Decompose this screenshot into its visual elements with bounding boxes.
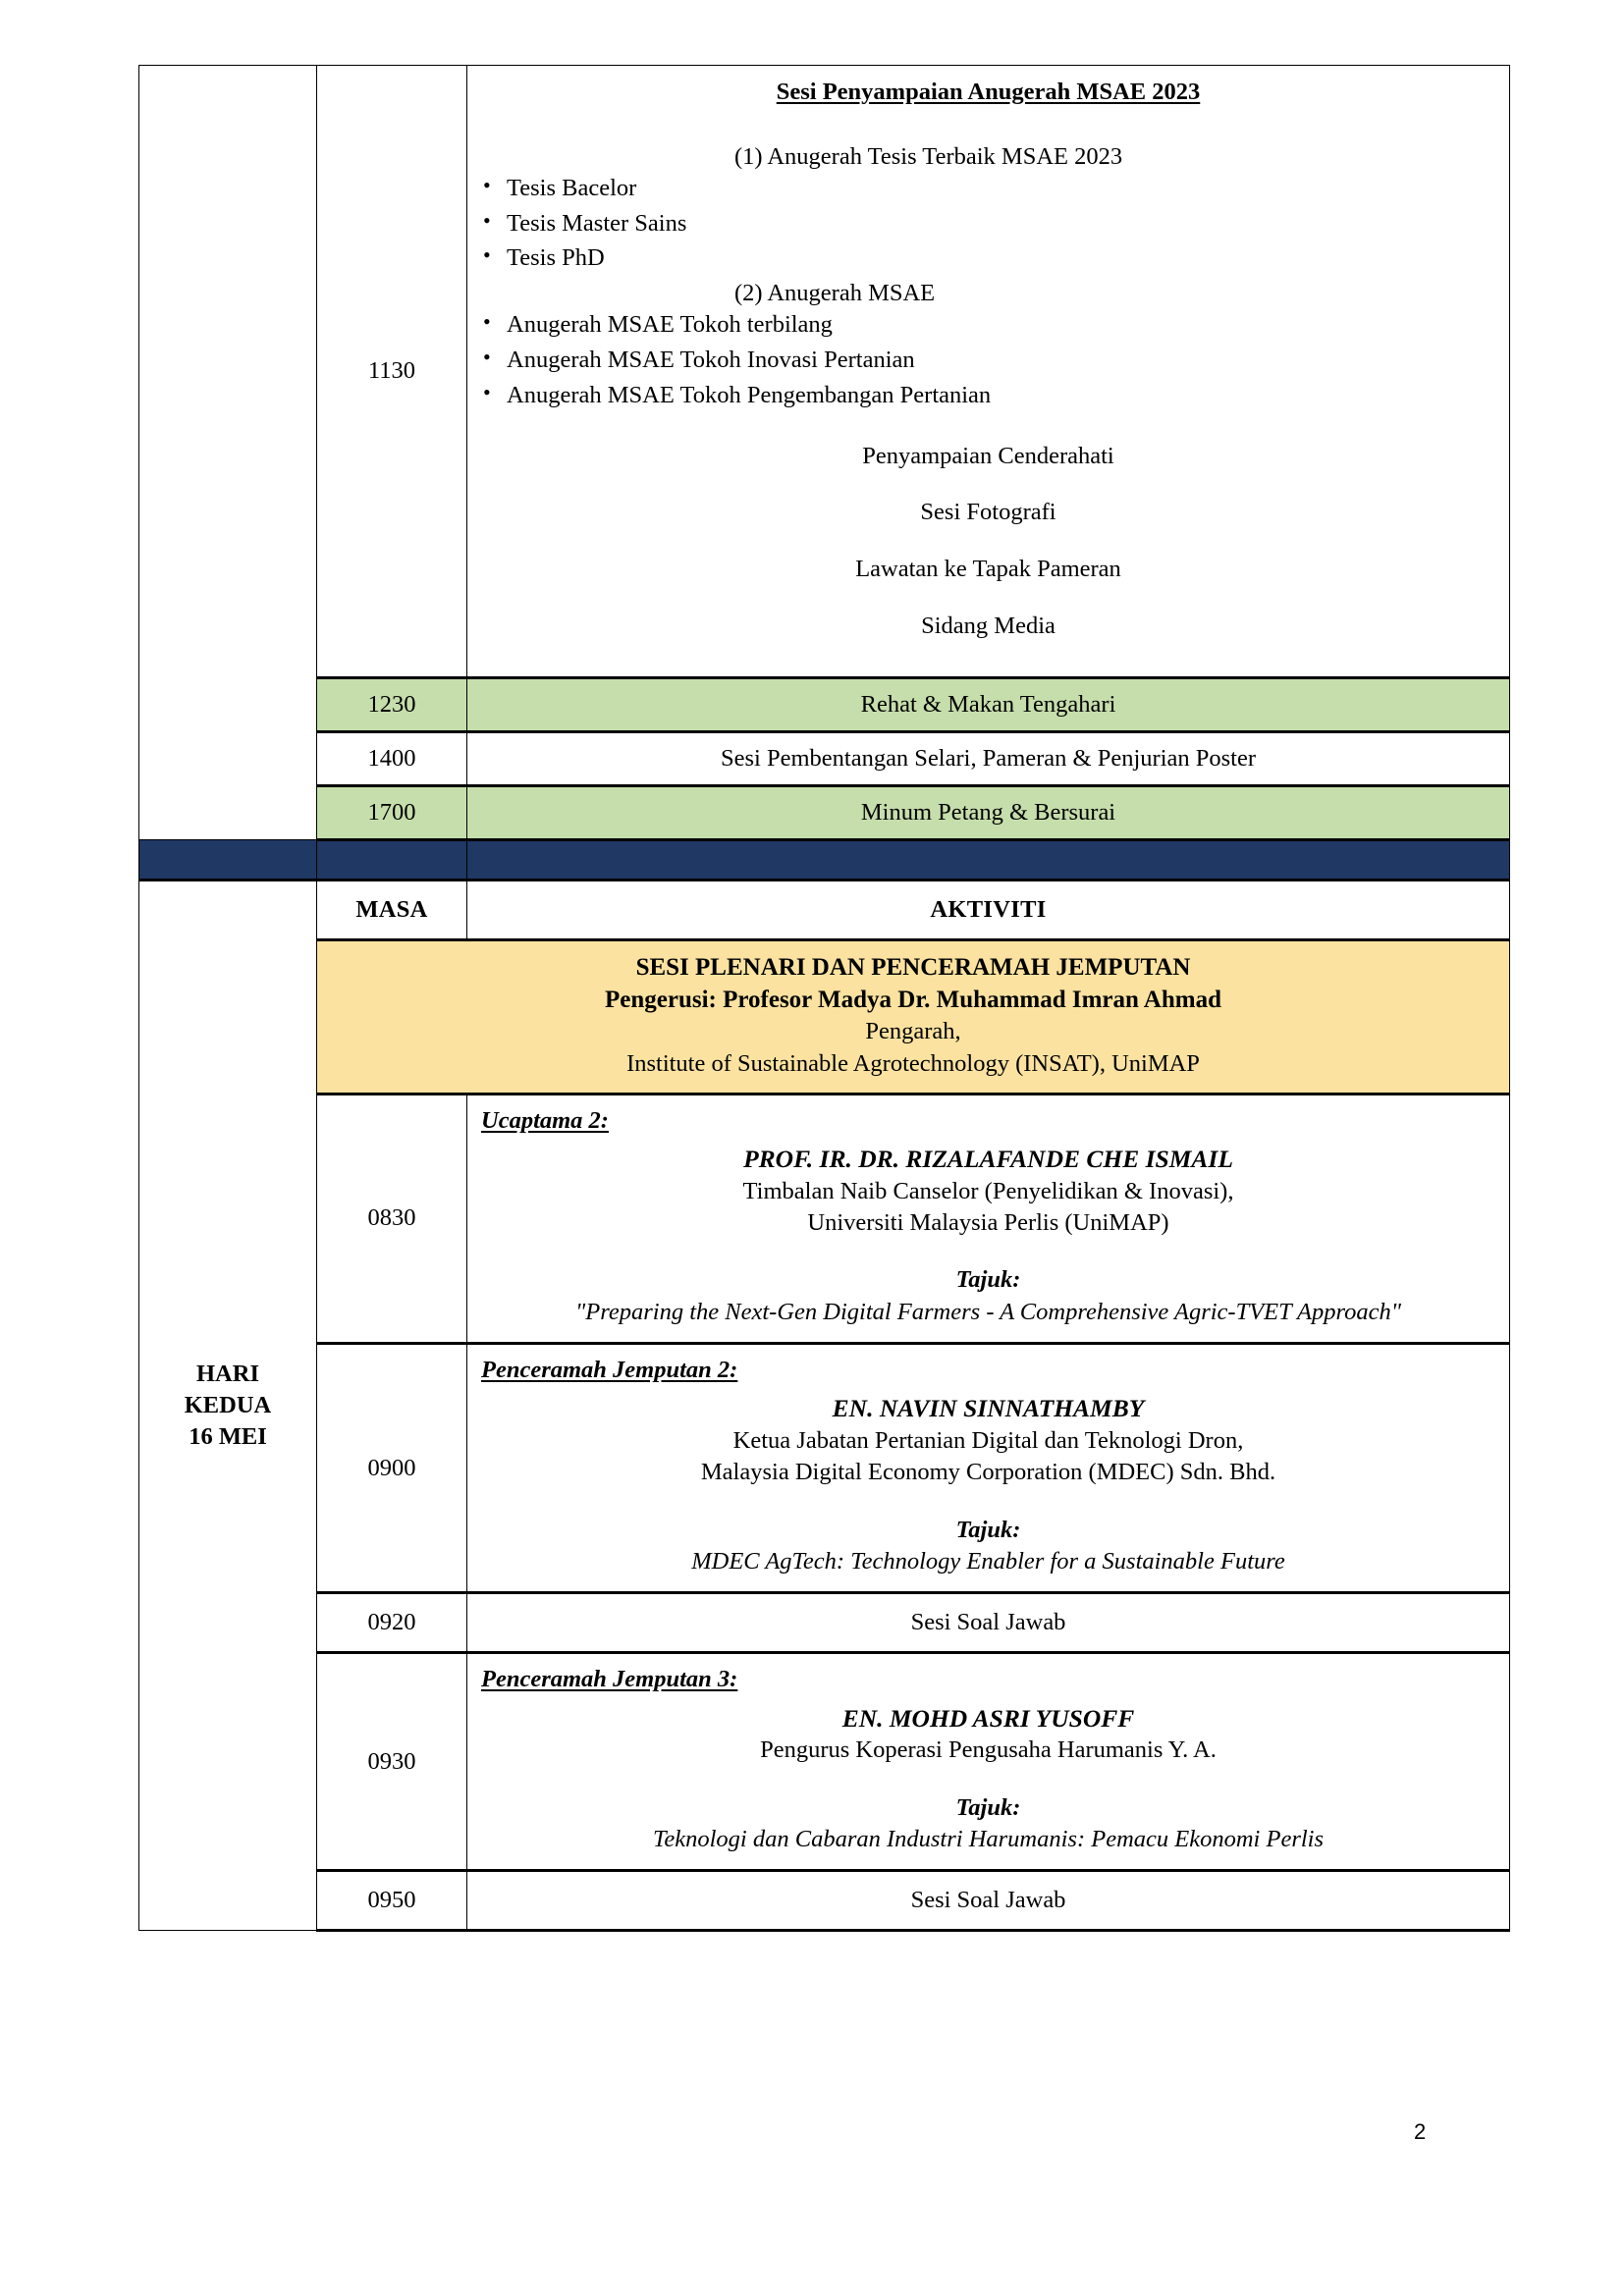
time-cell-0930: 0930: [317, 1653, 467, 1871]
plenary-line-1: SESI PLENARI DAN PENCERAMAH JEMPUTAN: [635, 953, 1191, 981]
table-row: [139, 66, 1510, 678]
speaker-name-0930: EN. MOHD ASRI YUSOFF: [841, 1703, 1135, 1733]
table-row: [139, 731, 1510, 785]
table-row: [139, 1653, 1510, 1871]
time-cell-1400: 1400: [317, 731, 467, 785]
separator-cell-mid: [317, 839, 467, 880]
tajuk-label-0830: Tajuk:: [955, 1266, 1021, 1294]
speaker-role-line1-0930: Pengurus Koperasi Pengusaha Harumanis Y. A.: [760, 1736, 1217, 1764]
closing-line-lawatan: Lawatan ke Tapak Pameran: [855, 556, 1121, 583]
activity-cell-0950: Sesi Soal Jawab: [467, 1871, 1510, 1931]
day-two-label-cell: [139, 880, 317, 1930]
time-cell-0950: 0950: [317, 1871, 467, 1931]
award-group-2-label: (2) Anugerah MSAE: [734, 280, 936, 307]
activity-cell-0920: Sesi Soal Jawab: [467, 1593, 1510, 1653]
speaker-name-0900: EN. NAVIN SINNATHAMBY: [832, 1394, 1145, 1423]
speaker-role-line2-0900: Malaysia Digital Economy Corporation (MDEC) Sdn. Bhd.: [700, 1459, 1276, 1486]
plenary-banner-cell: [317, 939, 1510, 1094]
tajuk-text-0930: Teknologi dan Cabaran Industri Harumanis: Pemacu Ekonomi Perlis: [652, 1825, 1325, 1852]
time-cell-0830: 0830: [317, 1094, 467, 1343]
award-group-2-list: [477, 309, 1499, 411]
activity-cell-0900: [467, 1343, 1510, 1592]
tajuk-label-0930: Tajuk:: [955, 1793, 1021, 1821]
table-row: [139, 1593, 1510, 1653]
tajuk-label-0900: Tajuk:: [955, 1516, 1021, 1543]
table-row: [139, 785, 1510, 839]
table-row: [139, 1094, 1510, 1343]
table-row: [139, 1343, 1510, 1592]
time-cell-0900: 0900: [317, 1343, 467, 1592]
list-item: • Tesis Bacelor: [477, 173, 1499, 204]
session-label-penceramah-3: Penceramah Jemputan 3:: [481, 1666, 738, 1693]
table-row: [139, 939, 1510, 1094]
award-session-heading: Sesi Penyampaian Anugerah MSAE 2023: [776, 79, 1201, 105]
speaker-name-0830: PROF. IR. DR. RIZALAFANDE CHE ISMAIL: [743, 1144, 1233, 1173]
column-header-masa: MASA: [317, 880, 467, 939]
activity-cell-0930: [467, 1653, 1510, 1871]
activity-cell-1400: Sesi Pembentangan Selari, Pameran & Penjurian Poster: [467, 731, 1510, 785]
separator-cell-left: [139, 839, 317, 880]
plenary-line-2: Pengerusi: Profesor Madya Dr. Muhammad Imran Ahmad: [604, 987, 1221, 1014]
speaker-role-line1-0830: Timbalan Naib Canselor (Penyelidikan & Inovasi),: [742, 1177, 1234, 1204]
time-cell-1230: 1230: [317, 677, 467, 731]
day-separator-row: [139, 839, 1510, 880]
day-label-line-2: KEDUA: [184, 1392, 272, 1419]
closing-line-sidang-media: Sidang Media: [921, 613, 1056, 640]
session-label-ucaptama-2: Ucaptama 2:: [481, 1106, 609, 1134]
time-cell-1130: 1130: [317, 66, 467, 678]
list-item: • Tesis PhD: [477, 242, 1499, 274]
list-item: • Anugerah MSAE Tokoh terbilang: [477, 309, 1499, 341]
award-group-1-label: (1) Anugerah Tesis Terbaik MSAE 2023: [734, 142, 1123, 170]
closing-line-cenderahati: Penyampaian Cenderahati: [862, 442, 1114, 469]
list-item: • Anugerah MSAE Tokoh Pengembangan Pertanian: [477, 380, 1499, 411]
table-row: [139, 677, 1510, 731]
time-cell-1700: 1700: [317, 785, 467, 839]
tajuk-text-0830: "Preparing the Next-Gen Digital Farmers - A Comprehensive Agric-TVET Approach": [574, 1298, 1401, 1325]
page-number: 2: [1414, 2119, 1427, 2144]
day-one-spacer-cell: [139, 66, 317, 840]
day-label-line-3: 16 MEI: [189, 1423, 267, 1450]
award-group-1-list: [477, 173, 1499, 275]
separator-cell-right: [467, 839, 1510, 880]
table-row: [139, 1871, 1510, 1931]
list-item: • Tesis Master Sains: [477, 208, 1499, 240]
speaker-role-line1-0900: Ketua Jabatan Pertanian Digital dan Teknologi Dron,: [732, 1426, 1244, 1454]
speaker-role-line2-0830: Universiti Malaysia Perlis (UniMAP): [807, 1208, 1169, 1236]
table-row: [139, 880, 1510, 939]
tajuk-text-0900: MDEC AgTech: Technology Enabler for a Sustainable Future: [691, 1547, 1285, 1575]
activity-cell-1700: Minum Petang & Bersurai: [467, 785, 1510, 839]
list-item: • Anugerah MSAE Tokoh Inovasi Pertanian: [477, 345, 1499, 376]
activity-cell-0830: [467, 1094, 1510, 1343]
plenary-line-3: Pengarah,: [865, 1018, 961, 1045]
agenda-table: [138, 65, 1510, 1932]
column-header-aktiviti: AKTIVITI: [467, 880, 1510, 939]
day-label-line-1: HARI: [196, 1361, 259, 1388]
time-cell-0920: 0920: [317, 1593, 467, 1653]
activity-cell-1230: Rehat & Makan Tengahari: [467, 677, 1510, 731]
plenary-line-4: Institute of Sustainable Agrotechnology (INSAT), UniMAP: [626, 1050, 1200, 1078]
session-label-penceramah-2: Penceramah Jemputan 2:: [481, 1356, 738, 1383]
closing-line-fotografi: Sesi Fotografi: [920, 499, 1056, 526]
activity-cell-1130: [467, 66, 1510, 678]
